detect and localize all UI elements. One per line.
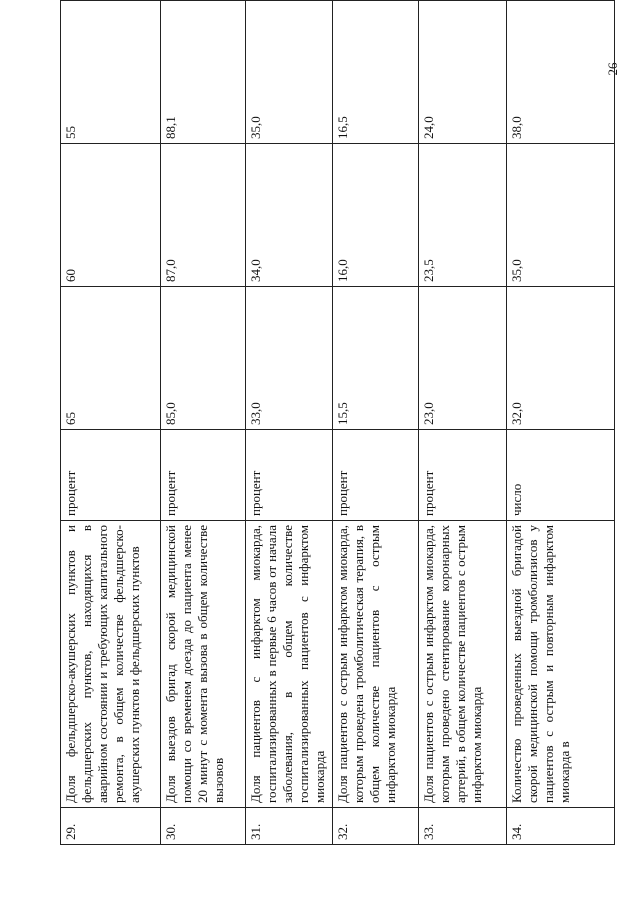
value-cell-3: 35,0 — [246, 1, 333, 144]
value-cell-3: 38,0 — [507, 1, 615, 144]
row-number: 33. — [419, 808, 507, 845]
row-number: 32. — [333, 808, 419, 845]
table-row — [246, 1, 333, 845]
value-cell-3: 24,0 — [419, 1, 507, 144]
value-cell-2: 60 — [61, 144, 161, 287]
table-row — [419, 1, 507, 845]
indicator-text: Доля выездов бригад скорой медицинской помощи со временем доезда до пациента менее 20 минут с момента вызова в общем количестве вызовов — [161, 521, 246, 808]
value-cell-2: 87,0 — [161, 144, 246, 287]
value-cell-2: 16,0 — [333, 144, 419, 287]
indicators-table-rotated — [60, 55, 614, 845]
page-number: 26 — [605, 62, 620, 76]
value-cell-3: 55 — [61, 1, 161, 144]
value-cell-1: 15,5 — [333, 287, 419, 430]
table-row — [161, 1, 246, 845]
row-number: 30. — [161, 808, 246, 845]
value-cell-3: 16,5 — [333, 1, 419, 144]
table-row — [61, 1, 161, 845]
unit-cell: число — [507, 430, 615, 521]
value-cell-1: 33,0 — [246, 287, 333, 430]
row-number: 31. — [246, 808, 333, 845]
unit-cell: процент — [419, 430, 507, 521]
indicator-text: Количество проведенных выездной бригадой скорой медицинской помощи тромболизисов у пациентов с острым и повторным инфарктом миокарда в — [507, 521, 615, 808]
indicator-text: Доля пациентов с острым инфарктом миокарда, которым проведено стентирование коронарных артерий, в общем количестве пациентов с острым инфарктом миокарда — [419, 521, 507, 808]
table-row — [333, 1, 419, 845]
value-cell-1: 85,0 — [161, 287, 246, 430]
unit-cell: процент — [246, 430, 333, 521]
value-cell-3: 88,1 — [161, 1, 246, 144]
indicator-text: Доля пациентов с острым инфарктом миокарда, которым проведена тромболитическая терапия, в общем количестве пациентов с острым инфарктом миокарда — [333, 521, 419, 808]
value-cell-1: 65 — [61, 287, 161, 430]
indicator-text: Доля пациентов с инфарктом миокарда, госпитализированных в первые 6 часов от начала заболевания, в общем количестве госпитализированных пациентов с инфарктом миокарда — [246, 521, 333, 808]
value-cell-2: 35,0 — [507, 144, 615, 287]
value-cell-2: 34,0 — [246, 144, 333, 287]
unit-cell: процент — [61, 430, 161, 521]
value-cell-1: 32,0 — [507, 287, 615, 430]
indicator-text: Доля фельдшерско-акушерских пунктов и фельдшерских пунктов, находящихся в аварийном состоянии и требующих капитального ремонта, в общем количестве фельдшерско-акушерских пунктов и фельдшерских пунктов — [61, 521, 161, 808]
row-number: 34. — [507, 808, 615, 845]
indicators-table — [60, 0, 615, 845]
table-row — [507, 1, 615, 845]
value-cell-2: 23,5 — [419, 144, 507, 287]
value-cell-1: 23,0 — [419, 287, 507, 430]
unit-cell: процент — [333, 430, 419, 521]
unit-cell: процент — [161, 430, 246, 521]
row-number: 29. — [61, 808, 161, 845]
